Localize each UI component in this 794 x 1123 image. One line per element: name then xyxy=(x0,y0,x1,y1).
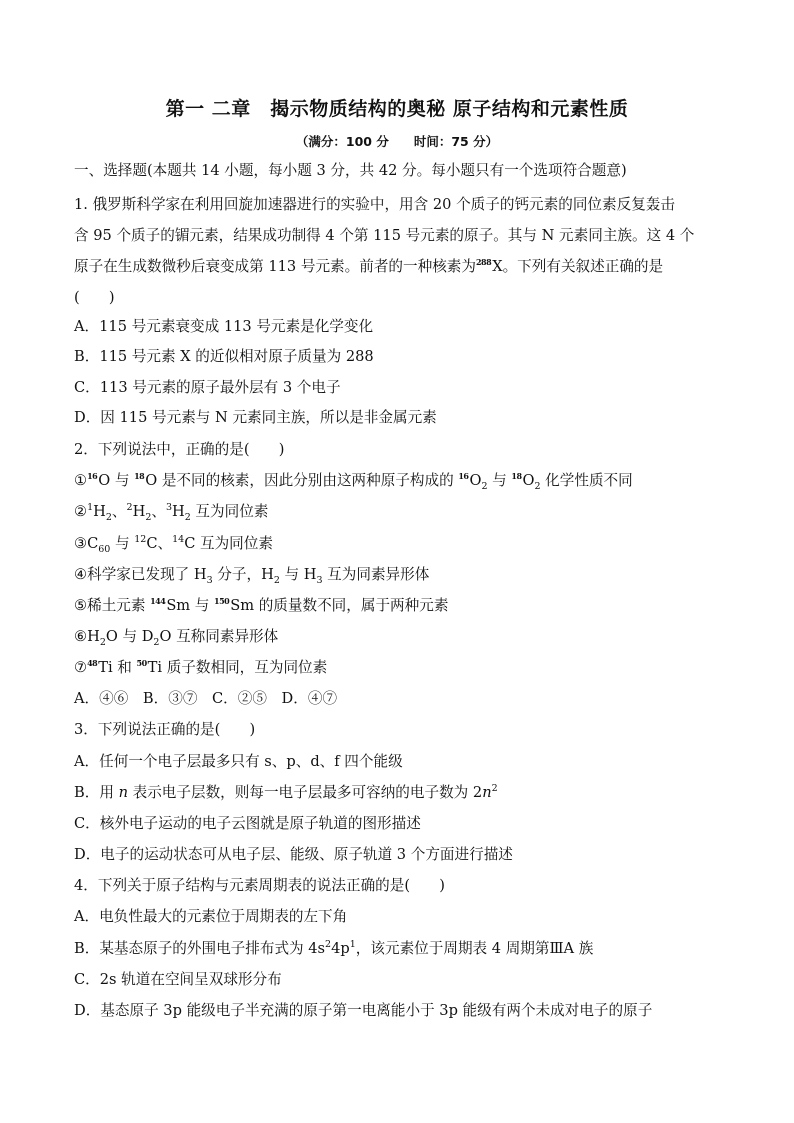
circled-number-5: ⑤ xyxy=(74,597,88,614)
q3-option-a: A．任何一个电子层最多只有 s、p、d、f 四个能级 xyxy=(74,753,403,770)
option-text: 4p xyxy=(331,940,350,957)
section-heading: 一、选择题(本题共 14 小题，每小题 3 分，共 42 分。每小题只有一个选项符合题意) xyxy=(74,162,627,179)
statement-text: 互为同素异形体 xyxy=(322,566,430,583)
q4-stem: 4．下列关于原子结构与元素周期表的说法正确的是( ) xyxy=(74,877,445,894)
subscript: 2 xyxy=(534,480,541,492)
q1-option-d: D．因 115 号元素与 N 元素同主族，所以是非金属元素 xyxy=(74,409,437,426)
variable-n: n xyxy=(482,784,492,801)
q2-stem: 2．下列说法中，正确的是( ) xyxy=(74,441,285,458)
subscript: 2 xyxy=(273,574,280,586)
q1-option-c: C．113 号元素的原子最外层有 3 个电子 xyxy=(74,379,341,396)
superscript: 2 xyxy=(325,939,332,951)
superscript: 2 xyxy=(491,783,498,795)
circled-number-4: ④ xyxy=(74,566,88,583)
subscript: 2 xyxy=(153,636,160,648)
mass-number: 2 xyxy=(126,502,133,514)
statement-text: H xyxy=(87,628,100,645)
q3-option-d: D．电子的运动状态可从电子层、能级、原子轨道 3 个方面进行描述 xyxy=(74,846,513,863)
mass-number: 1 xyxy=(87,502,94,514)
statement-text: O 是不同的核素，因此分别由这两种原子构成的 xyxy=(145,472,459,489)
option-text: ，该元素位于周期表 4 周期第ⅢA 族 xyxy=(355,940,594,957)
option-text: B．用 xyxy=(74,784,119,801)
mass-number: 3 xyxy=(165,502,173,514)
statement-text: 稀土元素 xyxy=(87,597,151,614)
statement-text: 互为同位素 xyxy=(190,503,269,520)
circled-number-6: ⑥ xyxy=(74,628,88,645)
statement-text: O 与 xyxy=(98,472,135,489)
circled-number-2: ② xyxy=(74,503,88,520)
statement-text: H xyxy=(93,503,106,520)
circled-number-1: ① xyxy=(74,472,88,489)
q4-option-d: D．基态原子 3p 能级电子半充满的原子第一电离能小于 3p 能级有两个未成对电子的原子 xyxy=(74,1002,653,1019)
q2-statement-4 xyxy=(74,565,734,585)
q2-statement-5: ⑤稀土元素 144Sm 与 150Sm 的质量数不同，属于两种元素 xyxy=(74,596,449,614)
statement-text: C xyxy=(87,535,99,552)
q3-stem: 3．下列说法正确的是( ) xyxy=(74,721,256,738)
statement-text: C、 xyxy=(146,535,173,552)
separator: 、 xyxy=(111,503,127,520)
subscript: 2 xyxy=(105,511,112,523)
circled-number-7: ⑦ xyxy=(74,659,88,676)
q1-stem-line-1: 1. 俄罗斯科学家在利用回旋加速器进行的实验中，用含 20 个质子的钙元素的同位素反复轰击 xyxy=(74,196,675,213)
subscript: 60 xyxy=(98,543,111,555)
q4-option-a: A．电负性最大的元素位于周期表的左下角 xyxy=(74,908,348,925)
option-text: 表示电子层数，则每一电子层最多可容纳的电子数为 2 xyxy=(127,784,483,801)
statement-text: Ti 和 xyxy=(98,659,137,676)
q4-option-b xyxy=(74,939,734,959)
statement-text: Ti 质子数相同，互为同位素 xyxy=(147,659,328,676)
q1-stem-line-3: 原子在生成数微秒后衰变成第 113 号元素。前者的一种核素为288X。下列有关叙述正确的是 xyxy=(74,257,664,275)
q4-option-c: C．2s 轨道在空间呈双球形分布 xyxy=(74,971,282,988)
q2-statement-6 xyxy=(74,627,734,647)
statement-text: 化学性质不同 xyxy=(540,472,633,489)
option-text: B．某基态原子的外围电子排布式为 4s xyxy=(74,940,326,957)
page-title: 第一 二章 揭示物质结构的奥秘 原子结构和元素性质 xyxy=(165,98,629,120)
statement-text: O 与 D xyxy=(105,628,154,645)
statement-text: 与 xyxy=(110,535,135,552)
statement-text: C 互为同位素 xyxy=(184,535,273,552)
mass-number: 14 xyxy=(172,534,185,546)
variable-n: n xyxy=(118,784,128,801)
statement-text: 与 xyxy=(487,472,512,489)
q1-stem-text: 原子在生成数微秒后衰变成第 113 号元素。前者的一种核素为 xyxy=(74,258,476,275)
statement-text: O 互称同素异形体 xyxy=(159,628,279,645)
q2-statement-3 xyxy=(74,534,734,554)
q3-option-c: C．核外电子运动的电子云图就是原子轨道的图形描述 xyxy=(74,815,421,832)
q1-stem-line-2: 含 95 个质子的镅元素，结果成功制得 4 个第 115 号元素的原子。其与 N 元素同主族。这 4 个 xyxy=(74,227,695,244)
statement-text: 分子，H xyxy=(212,566,274,583)
subscript: 2 xyxy=(99,636,106,648)
q3-option-b xyxy=(74,783,734,803)
statement-text: H xyxy=(132,503,146,520)
subscript: 2 xyxy=(184,511,191,523)
q1-stem-text-tail: X。下列有关叙述正确的是 xyxy=(492,258,664,275)
subscript: 3 xyxy=(316,574,323,586)
statement-text: O xyxy=(522,472,535,489)
subscript: 2 xyxy=(145,511,152,523)
mass-number: 12 xyxy=(134,534,147,546)
statement-text: Sm 的质量数不同，属于两种元素 xyxy=(230,597,449,614)
separator: 、 xyxy=(151,503,166,520)
statement-text: H xyxy=(172,503,185,520)
statement-text: Sm 与 xyxy=(166,597,215,614)
q2-options: A．④⑥ B．③⑦ C．②⑤ D．④⑦ xyxy=(74,690,338,707)
q1-option-a: A．115 号元素衰变成 113 号元素是化学变化 xyxy=(74,318,374,335)
statement-text: 科学家已发现了 H xyxy=(87,566,207,583)
superscript: 1 xyxy=(349,939,356,951)
statement-text: 与 H xyxy=(279,566,317,583)
statement-text: O xyxy=(469,472,482,489)
page-subtitle: （满分：100 分 时间：75 分） xyxy=(295,134,499,149)
subscript: 3 xyxy=(206,574,213,586)
q2-statement-7: ⑦48Ti 和 50Ti 质子数相同，互为同位素 xyxy=(74,658,328,676)
q1-answer-blank: ( ) xyxy=(74,289,115,306)
q2-statement-2 xyxy=(74,502,734,522)
circled-number-3: ③ xyxy=(74,535,88,552)
subscript: 2 xyxy=(481,480,488,492)
q1-option-b: B．115 号元素 X 的近似相对原子质量为 288 xyxy=(74,348,374,365)
q2-statement-1: ①16O 与 18O 是不同的核素，因此分别由这两种原子构成的 $16O_2$ 与 $18O_2$ 化学性质不同 xyxy=(74,471,633,492)
